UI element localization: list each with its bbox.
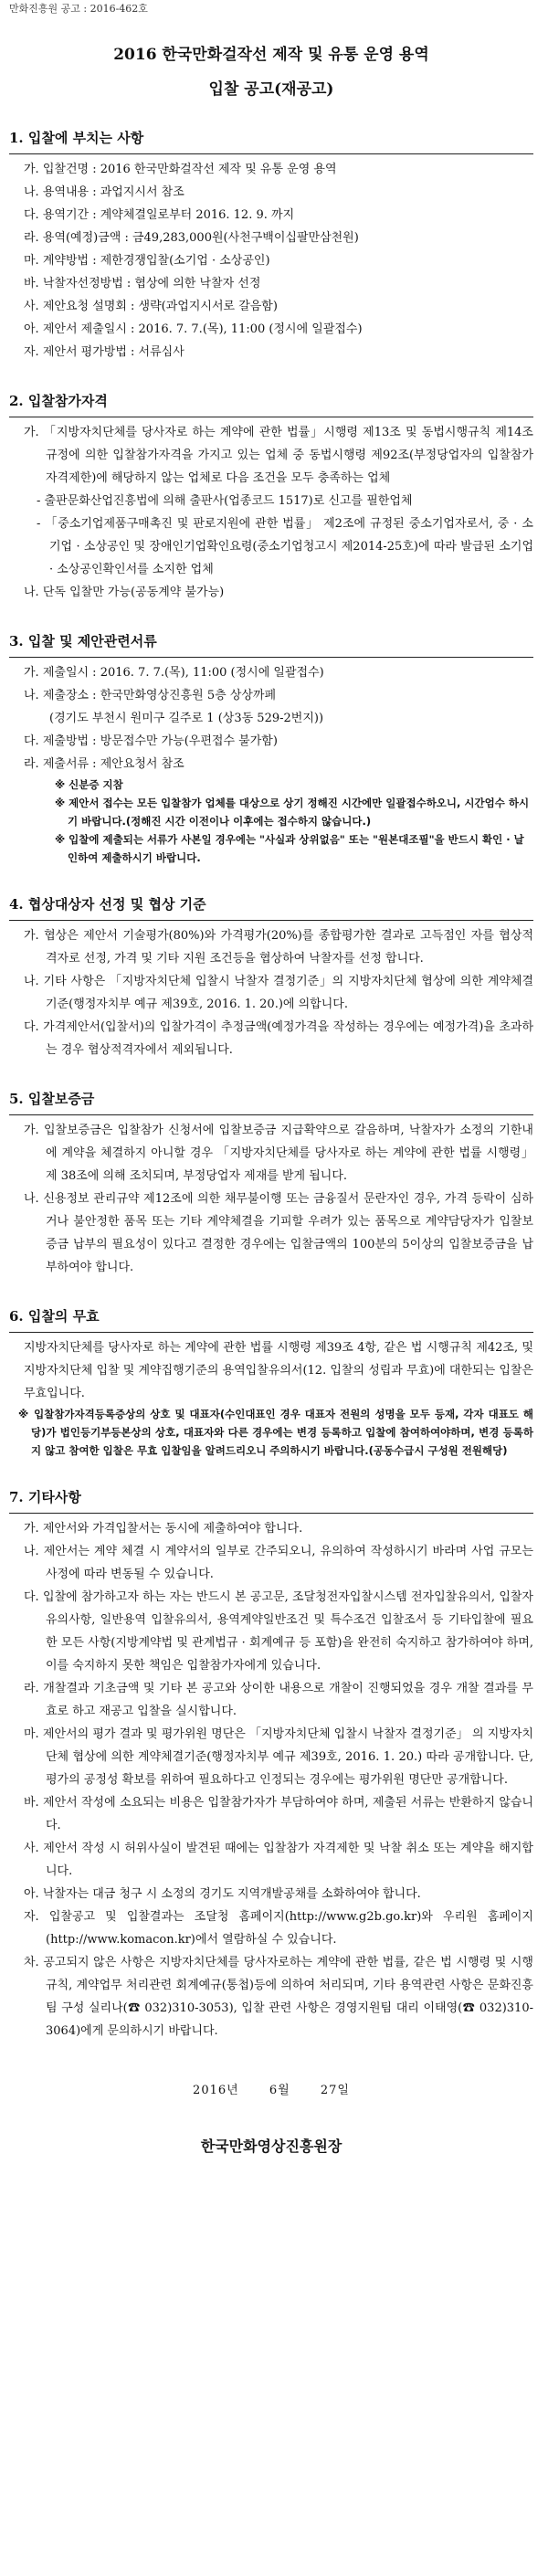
- list-item: 마. 제안서의 평가 결과 및 평가위원 명단은 「지방자치단체 입찰시 낙찰자 결정기준」 의 지방자치단체 협상에 의한 계약체결기준(행정자치부 예규 제39호, 2016. 1. 20.) 따라 공개합니다. 단, 평가의 공정성 확보를 위하여 필요하다고 인정되는 경우에는 평가위원 명단만 공개합니다.: [24, 1727, 533, 1787]
- section-heading: 1. 입찰에 부치는 사항: [9, 130, 144, 146]
- list-item: 가. 협상은 제안서 기술평가(80%)와 가격평가(20%)를 종합평가한 결과로 고득점인 자를 협상적격자로 선정, 가격 및 기타 지원 조건등을 협상하여 낙찰자를 선정 합니다.: [24, 929, 533, 966]
- section-divider: [9, 153, 533, 154]
- list-item: 다. 용역기간 : 계약체결일로부터 2016. 12. 9. 까지: [24, 208, 295, 222]
- paragraph: 지방자치단체를 당사자로 하는 계약에 관한 법률 시행령 제39조 4항, 같은 법 시행규칙 제42조, 및 지방자치단체 입찰 및 계약집행기준의 용역입찰유의서(12. 입찰의 성립과 무효)에 대한되는 입찰은 무효입니다.: [24, 1341, 533, 1400]
- list-item: 바. 제안서 작성에 소요되는 비용은 입찰참가자가 부담하여야 하며, 제출된 서류는 반환하지 않습니다.: [24, 1796, 533, 1832]
- section-bid-items: [9, 128, 533, 364]
- notice-reference-number: 만화진흥원 공고 : 2016-462호: [9, 3, 148, 15]
- date-year: 2016년: [193, 2084, 239, 2097]
- list-item: 나. 단독 입찰만 가능(공동계약 불가능): [24, 586, 225, 599]
- list-item: 자. 제안서 평가방법 : 서류심사: [24, 345, 184, 359]
- notice-note: ※ 입찰참가자격등록증상의 상호 및 대표자(수인대표인 경우 대표자 전원의 성명을 모두 등재, 각자 대표도 해당)가 법인등기부등본상의 상호, 대표자와 다른 경우에는 변경 등록하고 입찰에 참여하여야하며, 변경 등록하지 않고 참여한 입찰은 무효 입찰임을 알려드리오니 주의하시기 바랍니다.(공동수급시 구성원 전원해당): [18, 1408, 533, 1457]
- list-item: 아. 제안서 제출일시 : 2016. 7. 7.(목), 11:00 (정시에 일괄접수): [24, 322, 363, 336]
- date-month: 6월: [269, 2084, 290, 2097]
- section-divider: [9, 1513, 533, 1514]
- list-item: 마. 계약방법 : 제한경쟁입찰(소기업 · 소상공인): [24, 254, 270, 268]
- section-heading: 4. 협상대상자 선정 및 협상 기준: [9, 896, 206, 913]
- section-divider: [9, 1114, 533, 1115]
- list-subitem: - 「중소기업제품구매촉진 및 판로지원에 관한 법률」 제2조에 규정된 중소기업자로서, 중 · 소기업 · 소상공인 및 장애인기업확인요령(중소기업청고시 제2014-25호)에 따라 발급된 소기업 · 소상공인확인서를 소지한 업체: [37, 517, 533, 576]
- list-item: 바. 낙찰자선정방법 : 협상에 의한 낙찰자 선정: [24, 277, 261, 290]
- list-item: 가. 「지방자치단체를 당사자로 하는 계약에 관한 법률」시행령 제13조 및 동법시행규칙 제14조 규정에 의한 입찰참가자격을 가지고 있는 업체 중 동법시행령 제92조(부정당업자의 입찰참가자격제한)에 해당하지 않는 업체로 다음 조건을 모두 충족하는 업체: [24, 426, 533, 485]
- section-heading: 3. 입찰 및 제안관련서류: [9, 633, 157, 649]
- list-item: 나. 신용정보 관리규약 제12조에 의한 채무불이행 또는 금융질서 문란자인 경우, 가격 등락이 심하거나 불안정한 품목 또는 기타 계약체결을 기피할 우려가 있는 품목으로 계약담당자가 입찰보증금 납부의 필요성이 있다고 결정한 경우에는 입찰금액의 100분의 5이상의 입찰보증금을 납부하여야 합니다.: [24, 1192, 533, 1274]
- issuer-name: 한국만화영상진흥원장: [200, 2138, 342, 2155]
- list-item: 다. 제출방법 : 방문접수만 가능(우편접수 불가함): [24, 734, 278, 748]
- list-item: 라. 용역(예정)금액 : 금49,283,000원(사천구백이십팔만삼천원): [24, 231, 359, 245]
- section-heading: 6. 입찰의 무효: [9, 1308, 100, 1325]
- document-title: 2016 한국만화걸작선 제작 및 유통 운영 용역: [113, 46, 429, 64]
- section-negotiation-criteria: [9, 894, 533, 1061]
- section-bid-bond: [9, 1089, 533, 1279]
- list-item: 가. 제출일시 : 2016. 7. 7.(목), 11:00 (정시에 일괄접수): [24, 666, 324, 680]
- notice-note: ※ 신분증 지참: [55, 778, 123, 791]
- list-item: 가. 입찰보증금은 입찰참가 신청서에 입찰보증금 지급확약으로 갈음하며, 낙찰자가 소정의 기한내에 계약을 체결하지 아니할 경우 「지방자치단체를 당사자로 하는 계약에 관한 법률 시행령」 제 38조에 의해 조치되며, 부정당업자 제재를 받게 됩니다.: [24, 1124, 533, 1183]
- list-item: 사. 제안서 작성 시 허위사실이 발견된 때에는 입찰참가 자격제한 및 낙찰 취소 또는 계약을 해지합니다.: [24, 1842, 533, 1878]
- list-item: 차. 공고되지 않은 사항은 지방자치단체를 당사자로하는 계약에 관한 법률, 같은 법 시행령 및 시행규칙, 계약업무 처리관련 회계예규(통첩)등에 의하여 처리되며, 기타 용역관련 사항은 문화진흥팀 구성 실리나(☎ 032)310-3053), 입찰 관련 사항은 경영지원팀 대리 이태영(☎ 032)310-3064)에게 문의하시기 바랍니다.: [24, 1956, 533, 2038]
- section-divider: [9, 1332, 533, 1333]
- list-item: 다. 입찰에 참가하고자 하는 자는 반드시 본 공고문, 조달청전자입찰시스템 전자입찰유의서, 입찰자유의사항, 일반용역 입찰유의서, 용역계약일반조건 및 특수조건 입찰조서 등 기타입찰에 필요한 모든 사항(지방계약법 및 관계법규 · 회계예규 등 포함)을 완전히 숙지하고 참가하여야 하며, 이를 숙지하지 못한 책임은 입찰참가자에게 있습니다.: [24, 1590, 533, 1673]
- notice-note: ※ 입찰에 제출되는 서류가 사본일 경우에는 "사실과 상위없음" 또는 "원본대조필"을 반드시 확인 · 날인하여 제출하시기 바랍니다.: [55, 833, 524, 864]
- section-eligibility: [9, 391, 533, 604]
- list-item: 자. 입찰공고 및 입찰결과는 조달청 홈페이지(http://www.g2b.go.kr)와 우리원 홈페이지(http://www.komacon.kr)에서 열람하실 수 있습니다.: [24, 1910, 533, 1947]
- section-heading: 5. 입찰보증금: [9, 1091, 95, 1107]
- list-item: 나. 용역내용 : 과업지시서 참조: [24, 185, 184, 199]
- list-item: 다. 가격제안서(입찰서)의 입찰가격이 추정금액(예정가격을 작성하는 경우에는 예정가격)을 초과하는 경우 협상적격자에서 제외됩니다.: [24, 1020, 533, 1057]
- list-item: 나. 제안서는 계약 체결 시 계약서의 일부로 간주되오니, 유의하여 작성하시기 바라며 사업 규모는 사정에 따라 변동될 수 있습니다.: [24, 1545, 533, 1581]
- date-day: 27일: [320, 2084, 350, 2097]
- list-subitem: - 출판문화산업진흥법에 의해 출판사(업종코드 1517)로 신고를 필한업체: [37, 494, 413, 508]
- list-item: 사. 제안요청 설명회 : 생략(과업지시서로 갈음함): [24, 300, 278, 313]
- list-item: 나. 기타 사항은 「지방자치단체 입찰시 낙찰자 결정기준」의 지방자치단체 협상에 의한 계약체결기준(행정자치부 예규 제39호, 2016. 1. 20.)에 의합니다.: [24, 975, 533, 1011]
- section-divider: [9, 920, 533, 921]
- section-heading: 2. 입찰참가자격: [9, 393, 108, 409]
- notice-date: [9, 2079, 533, 2102]
- list-item: 나. 제출장소 : 한국만화영상진흥원 5층 상상까페: [24, 689, 277, 702]
- document-subtitle: 입찰 공고(재공고): [208, 80, 334, 99]
- section-bid-invalidity: [9, 1306, 533, 1460]
- submission-address: (경기도 부천시 원미구 길주로 1 (상3동 529-2번지)): [49, 712, 324, 725]
- list-item: 가. 제안서와 가격입찰서는 동시에 제출하여야 합니다.: [24, 1522, 303, 1536]
- section-submission-documents: [9, 631, 533, 867]
- list-item: 라. 제출서류 : 제안요청서 참조: [24, 757, 184, 771]
- section-other-matters: [9, 1487, 533, 2043]
- section-divider: [9, 657, 533, 658]
- list-item: 라. 개찰결과 기초금액 및 기타 본 공고와 상이한 내용으로 개찰이 진행되었을 경우 개찰 결과를 무효로 하고 재공고 입찰을 실시합니다.: [24, 1682, 533, 1718]
- section-heading: 7. 기타사항: [9, 1489, 81, 1505]
- list-item: 가. 입찰건명 : 2016 한국만화걸작선 제작 및 유통 운영 용역: [24, 163, 337, 176]
- list-item: 아. 낙찰자는 대금 청구 시 소정의 경기도 지역개발공채를 소화하여야 합니다.: [24, 1887, 421, 1901]
- notice-note: ※ 제안서 접수는 모든 입찰참가 업체를 대상으로 상기 정해진 시간에만 일괄접수하오니, 시간엄수 하시기 바랍니다.(정해진 시간 이전이나 이후에는 접수하지 않습니다.): [55, 797, 530, 828]
